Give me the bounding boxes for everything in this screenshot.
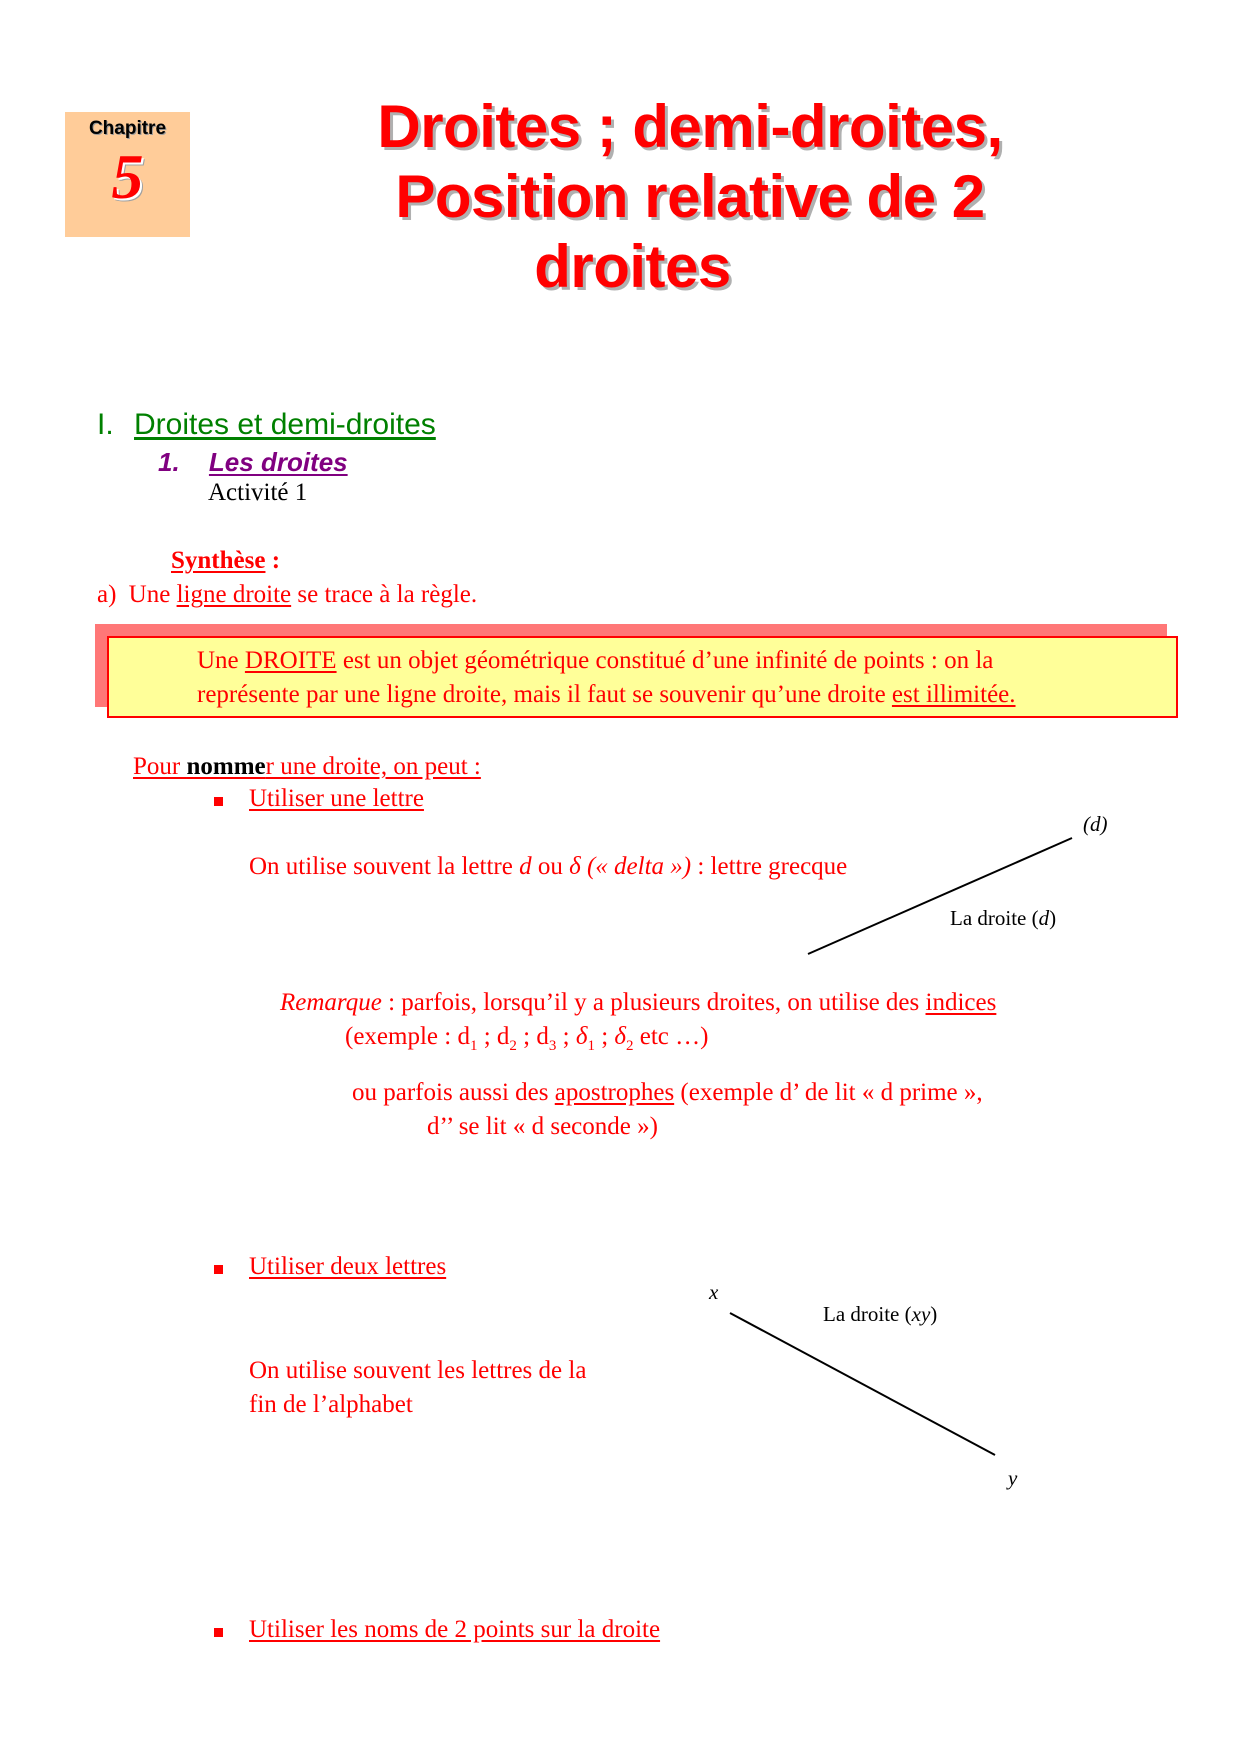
synthesis-label: Synthèse <box>171 547 266 574</box>
synthesis-item-a: a) Une ligne droite se trace à la règle. <box>97 581 478 608</box>
activity-label: Activité 1 <box>208 479 308 506</box>
method-two-label: Utiliser deux lettres <box>249 1253 447 1280</box>
title-line-2: Position relative de 2 <box>395 163 985 230</box>
title-line-1: Droites ; demi-droites, <box>377 93 1003 160</box>
remark-line-3: ou parfois aussi des apostrophes (exemple d’ de lit « d prime », <box>352 1079 983 1106</box>
subsection-number: 1. <box>158 447 180 477</box>
remark-line-2: (exemple : $d_1$ ; $d_2$ ; $d_3$ ; $\delta_1$ ; $\delta_2$ etc …) <box>345 1023 709 1054</box>
line-d-caption: La droite (d) <box>950 906 1057 930</box>
method-three-label: Utiliser les noms de 2 points sur la droite <box>249 1616 661 1643</box>
line-d <box>808 838 1072 954</box>
line-xy-caption: La droite (xy) <box>823 1302 938 1326</box>
bullet-icon <box>214 1265 223 1274</box>
chapter-label: Chapitre <box>88 118 167 139</box>
title-line-3: droites <box>534 233 731 300</box>
naming-intro: Pour nommer une droite, on peut : <box>133 753 481 780</box>
line-xy <box>730 1313 995 1455</box>
line-d-label: (d) <box>1083 812 1108 836</box>
subsection-title: Les droites <box>208 447 348 477</box>
section-title: Droites et demi-droites <box>134 408 436 441</box>
method-two-text: On utilise souvent les lettres de la fin de l’alphabet <box>249 1357 587 1418</box>
section-numeral: I. <box>97 408 114 441</box>
method-one-text: On utilise souvent la lettre d ou δ (« delta ») : lettre grecque <box>249 853 848 880</box>
bullet-icon <box>214 1628 223 1637</box>
synthesis-heading: Synthèse : <box>171 547 281 574</box>
definition-text: Une DROITE est un objet géométrique constitué d’une infinité de points : on la représente par une ligne droite, mais il faut se souvenir qu’une droite est illimitée. <box>197 647 1016 708</box>
method-one-label: Utiliser une lettre <box>249 785 424 812</box>
point-y-label: y <box>1008 1466 1018 1490</box>
chapter-number: 5 <box>111 141 144 212</box>
point-x-label: x <box>709 1280 719 1304</box>
remark-line-4: d’’ se lit « d seconde ») <box>427 1113 658 1140</box>
remark-line-1: Remarque : parfois, lorsqu’il y a plusieurs droites, on utilise des indices <box>280 989 997 1016</box>
